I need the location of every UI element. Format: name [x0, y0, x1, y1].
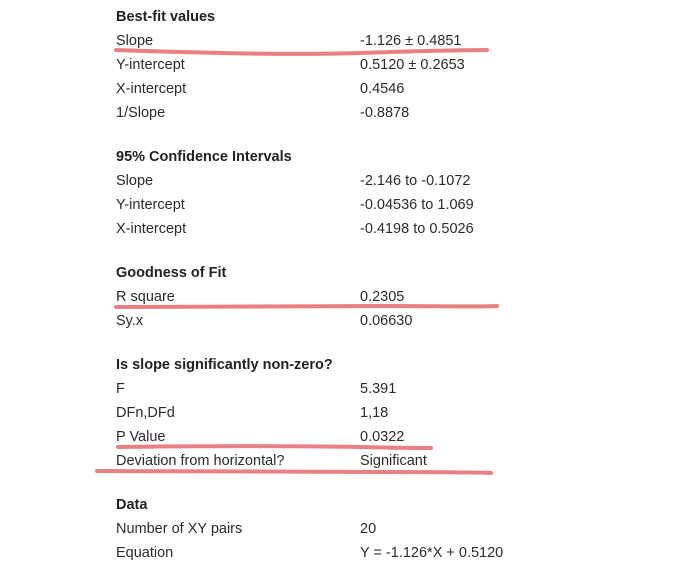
row-value: 0.2305 [360, 289, 405, 305]
sig-row-f [0, 377, 682, 401]
sig-row-dfn-dfd [0, 401, 682, 425]
ci-row-slope [0, 169, 682, 193]
row-label: X-intercept [116, 221, 187, 237]
data-row-equation [0, 541, 682, 565]
result-row-slope [0, 29, 682, 53]
section-heading-confidence-intervals [0, 145, 682, 169]
section-heading-data [0, 493, 682, 517]
ci-row-y-intercept [0, 193, 682, 217]
row-label: Equation [116, 545, 174, 561]
row-value: 0.06630 [360, 313, 413, 329]
row-value: -2.146 to -0.1072 [360, 173, 471, 189]
section-title: Goodness of Fit [116, 265, 227, 281]
row-value: 0.5120 ± 0.2653 [360, 57, 465, 73]
row-label: Y-intercept [116, 197, 185, 213]
section-title: 95% Confidence Intervals [116, 149, 292, 165]
row-value: -0.04536 to 1.069 [360, 197, 474, 213]
row-label: X-intercept [116, 81, 187, 97]
row-label: P Value [116, 429, 166, 445]
row-value: 0.0322 [360, 429, 405, 445]
fit-row-sy-x [0, 309, 682, 333]
sig-row-p-value [0, 425, 682, 449]
row-label: Slope [116, 33, 154, 49]
section-heading-slope-significance [0, 353, 682, 377]
section-title: Is slope significantly non-zero? [116, 357, 333, 373]
row-label: DFn,DFd [116, 405, 175, 421]
row-label: Deviation from horizontal? [116, 453, 285, 469]
row-label: Slope [116, 173, 154, 189]
section-heading-best-fit-values [0, 5, 682, 29]
section-heading-goodness-of-fit [0, 261, 682, 285]
section-title: Best-fit values [116, 9, 216, 25]
row-value: Significant [360, 453, 427, 469]
row-value: -0.8878 [360, 105, 410, 121]
row-label: Y-intercept [116, 57, 185, 73]
row-label: Number of XY pairs [116, 521, 243, 537]
row-label: 1/Slope [116, 105, 166, 121]
row-value: Y = -1.126*X + 0.5120 [360, 545, 504, 561]
sig-row-deviation [0, 449, 682, 473]
data-row-xy-pairs [0, 517, 682, 541]
row-value: 20 [360, 521, 377, 537]
row-value: 0.4546 [360, 81, 405, 97]
row-value: 1,18 [360, 405, 389, 421]
row-label: Sy.x [116, 313, 144, 329]
row-label: R square [116, 289, 175, 305]
row-value: -0.4198 to 0.5026 [360, 221, 474, 237]
row-value: 5.391 [360, 381, 397, 397]
row-label: F [116, 381, 125, 397]
fit-row-r-square [0, 285, 682, 309]
ci-row-x-intercept [0, 217, 682, 241]
result-row-x-intercept [0, 77, 682, 101]
section-title: Data [116, 497, 148, 513]
row-value: -1.126 ± 0.4851 [360, 33, 462, 49]
result-row-y-intercept [0, 53, 682, 77]
result-row-reciprocal-slope [0, 101, 682, 125]
